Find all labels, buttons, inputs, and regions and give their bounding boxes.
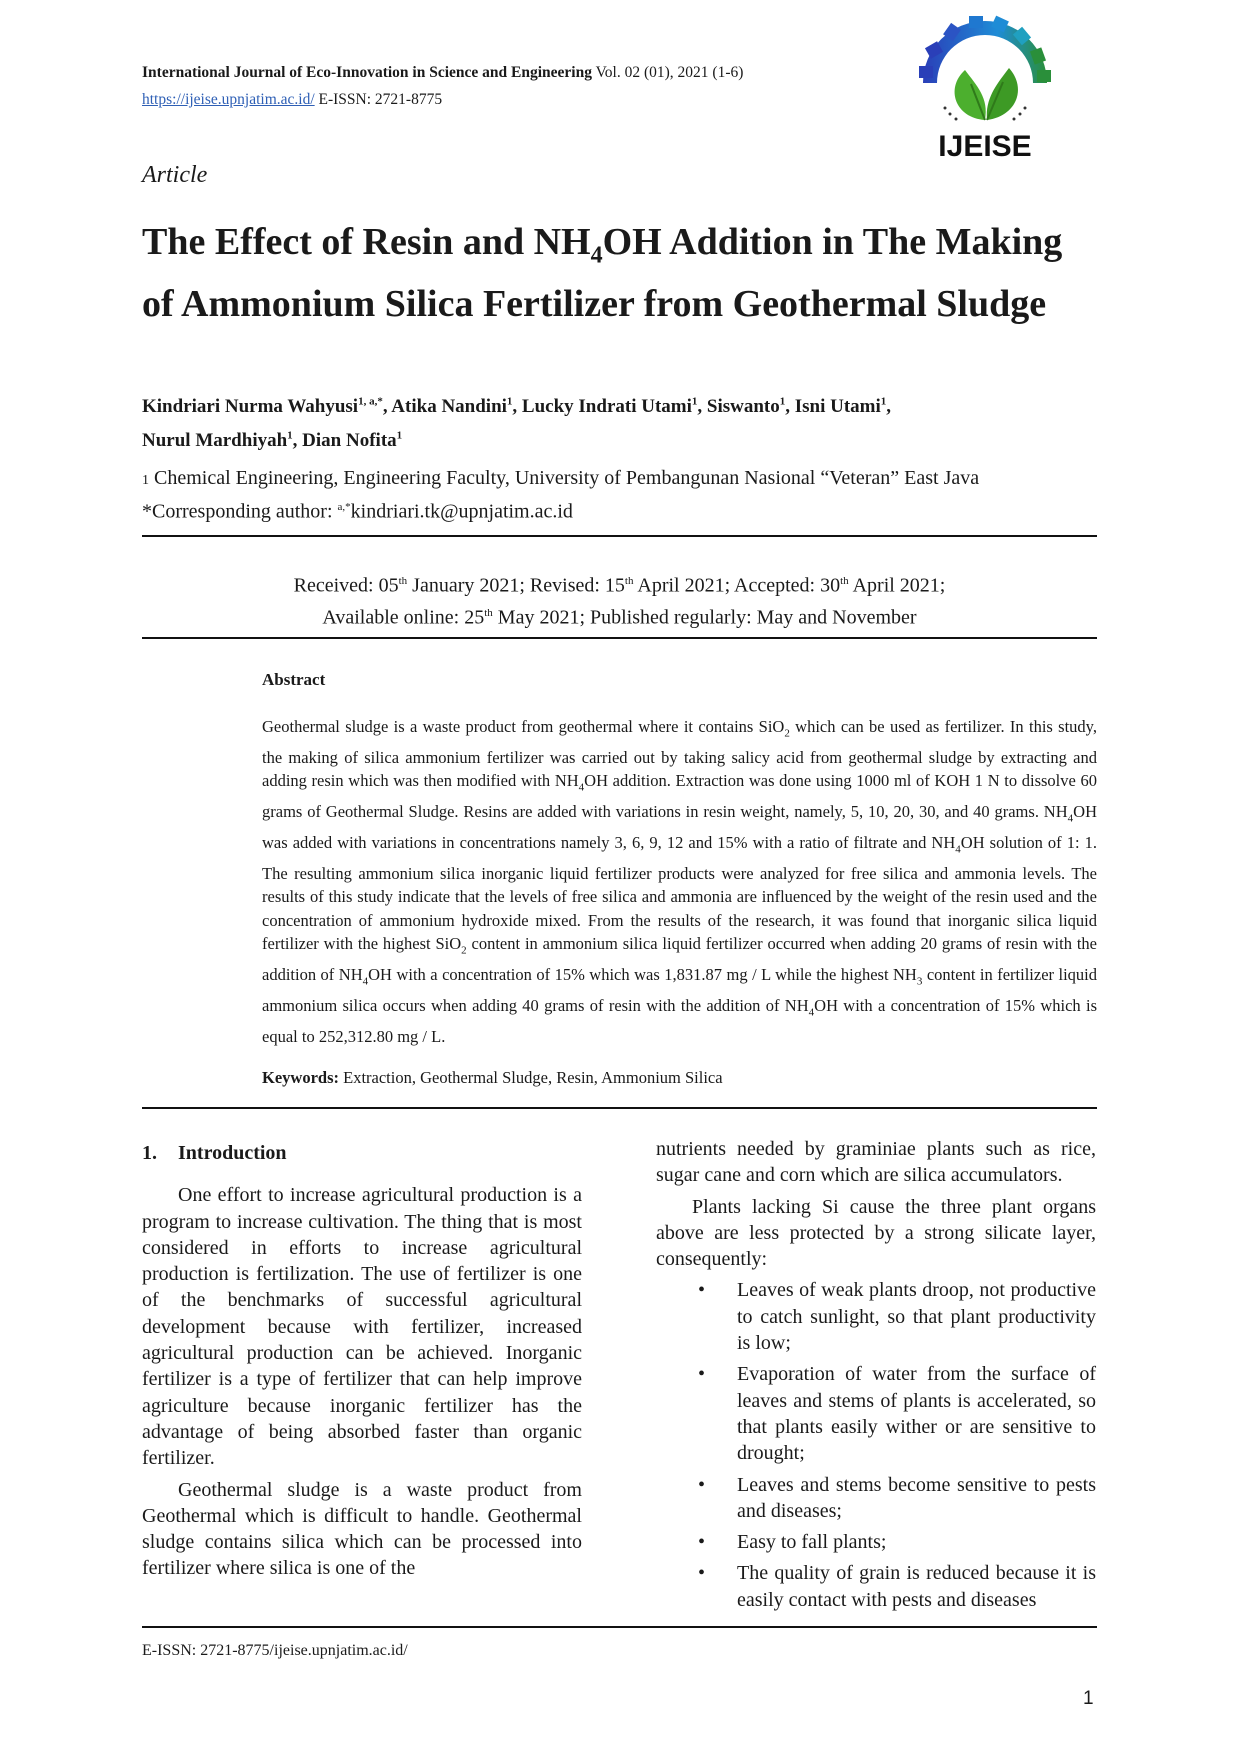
keywords-label: Keywords: bbox=[262, 1068, 339, 1087]
logo-text: IJEISE bbox=[938, 130, 1032, 163]
list-item: • Leaves of weak plants droop, not productive to catch sunlight, so that plant productivity is low; bbox=[698, 1279, 1096, 1355]
paragraph: Geothermal sludge is a waste product from Geothermal which is difficult to handle. Geothermal sludge contains silica which can be processed into fertilizer where silica is one of the bbox=[142, 1478, 582, 1580]
author: Lucky Indrati Utami$^1$, bbox=[521, 396, 707, 418]
bullet-icon: • bbox=[698, 1562, 706, 1585]
bullet-icon: • bbox=[698, 1279, 706, 1302]
journal-url-link[interactable]: https://ijeise.upnjatim.ac.id/ bbox=[142, 91, 315, 108]
list-item: • Evaporation of water from the surface of leaves and stems of plants is accelerated, so that plants easily wither or are sensitive to drought; bbox=[698, 1363, 1096, 1465]
journal-volume: Vol. 02 (01), 2021 (1-6) bbox=[591, 64, 744, 81]
section-heading-introduction: 1. Introduction bbox=[142, 1142, 287, 1164]
divider-dates bbox=[142, 637, 1097, 639]
divider-keywords bbox=[142, 1107, 1097, 1109]
journal-logo bbox=[905, 8, 1065, 168]
keywords-text: Extraction, Geothermal Sludge, Resin, Ammonium Silica bbox=[339, 1068, 723, 1087]
journal-eissn: E-ISSN: 2721-8775 bbox=[314, 91, 443, 108]
journal-name: International Journal of Eco-Innovation in Science and Engineering bbox=[142, 64, 592, 81]
bullet-list bbox=[656, 1277, 1096, 1613]
list-item: • The quality of grain is reduced because it is easily contact with pests and diseases bbox=[698, 1562, 1096, 1611]
bullet-icon: • bbox=[698, 1363, 706, 1386]
author: Siswanto$^1$, bbox=[706, 396, 795, 418]
list-item: • Leaves and stems become sensitive to pests and diseases; bbox=[698, 1473, 1096, 1522]
footer-divider bbox=[142, 1626, 1097, 1628]
list-item: • Easy to fall plants; bbox=[656, 1529, 1096, 1555]
corresponding-email[interactable]: kindriari.tk@upnjatim.ac.id bbox=[350, 500, 573, 523]
footer-text: E-ISSN: 2721-8775/ijeise.upnjatim.ac.id/ bbox=[142, 1642, 408, 1659]
column-right bbox=[656, 1136, 1096, 1618]
keywords bbox=[262, 1066, 1097, 1089]
journal-header bbox=[142, 63, 743, 83]
author: Nurul Mardhiyah$^1$, bbox=[142, 429, 303, 451]
author: Isni Utami$^1$, bbox=[794, 396, 892, 418]
abstract-heading: Abstract bbox=[262, 670, 326, 689]
divider-top bbox=[142, 535, 1097, 537]
paragraph: One effort to increase agricultural production is a program to increase cultivation. The thing that is most considered in efforts to increase agricultural production is fertilization. The use of fertilizer is one of the benchmarks of successful agricultural development because with fertilizer, increased agricultural production can be achieved. Inorganic fertilizer is a type of fertilizer that can help improve agriculture because inorganic fertilizer has the advantage of being absorbed faster than organic fertilizer. bbox=[142, 1184, 582, 1470]
corresponding-author-line: *Corresponding author: $^{a,*}$kindriari.tk@upnjatim.ac.id bbox=[142, 500, 573, 523]
author: Atika Nandini$^1$, bbox=[391, 396, 522, 418]
paragraph: nutrients needed by graminiae plants such as rice, sugar cane and corn which are silica accumulators. bbox=[656, 1138, 1096, 1187]
paragraph: Plants lacking Si cause the three plant organs above are less protected by a strong silicate layer, consequently: bbox=[656, 1195, 1096, 1271]
author: Dian Nofita$^1$ bbox=[302, 429, 403, 451]
leaves-icon bbox=[955, 68, 1018, 120]
journal-link-line bbox=[142, 90, 442, 110]
paper-title: The Effect of Resin and $NH_4OH$ Addition in The Making of Ammonium Silica Fertilizer from Geothermal Sludge bbox=[142, 221, 1063, 325]
page-number: 1 bbox=[1083, 1688, 1094, 1709]
column-left bbox=[142, 1140, 582, 1587]
article-type-label: Article bbox=[142, 162, 208, 188]
abstract-body: Geothermal sludge is a waste product from geothermal where it contains SiO$_2$ which can be used as fertilizer. In this study, the making of silica ammonium fertilizer was carried out by taking salicy acid from geothermal sludge by extracting and adding resin which was then modified with $NH_4OH$ addition. Extraction was done using 1000 ml of KOH 1 N to dissolve 60 grams of Geothermal Sludge. Resins are added with variations in resin weight, namely, 5, 10, 20, 30, and 40 grams. $NH_4OH$ was added with variations in concentrations namely 3, 6, 9, 12 and 15% with a ratio of filtrate and $NH_4OH$ solution of 1: 1. The resulting ammonium silica inorganic liquid fertilizer products were analyzed for free silica and ammonia levels. The results of this study indicate that the levels of free silica and ammonia are influenced by the weight of the resin used and the concentration of ammonium hydroxide mixed. From the results of the research, it was found that inorganic silica liquid fertilizer with the highest SiO$_2$ content in ammonium silica liquid fertilizer occurred when adding 20 grams of resin with the addition of $NH_4OH$ with a concentration of 15% which was 1,831.87 mg / L while the highest $NH_3$ content in fertilizer liquid ammonium silica occurs when adding 40 grams of resin with the addition of $NH_4OH$ with a concentration of 15% which is equal to 252,312.80 mg / L. bbox=[262, 717, 1098, 1046]
affiliation-line: 1 Chemical Engineering, Engineering Faculty, University of Pembangunan Nasional “Veteran” East Java bbox=[142, 467, 980, 489]
bullet-icon: • bbox=[698, 1531, 706, 1554]
author-list bbox=[142, 388, 1102, 455]
bullet-icon: • bbox=[698, 1473, 706, 1496]
publication-dates: Received: 05th January 2021; Revised: 15th April 2021; Accepted: 30th April 2021; Available online: 25th May 2021; Published regularly: May and November bbox=[293, 574, 946, 629]
gear-icon bbox=[919, 16, 1051, 83]
author: Kindriari Nurma Wahyusi$^{1, a,*}$, bbox=[142, 396, 392, 418]
affiliations bbox=[142, 465, 1102, 525]
